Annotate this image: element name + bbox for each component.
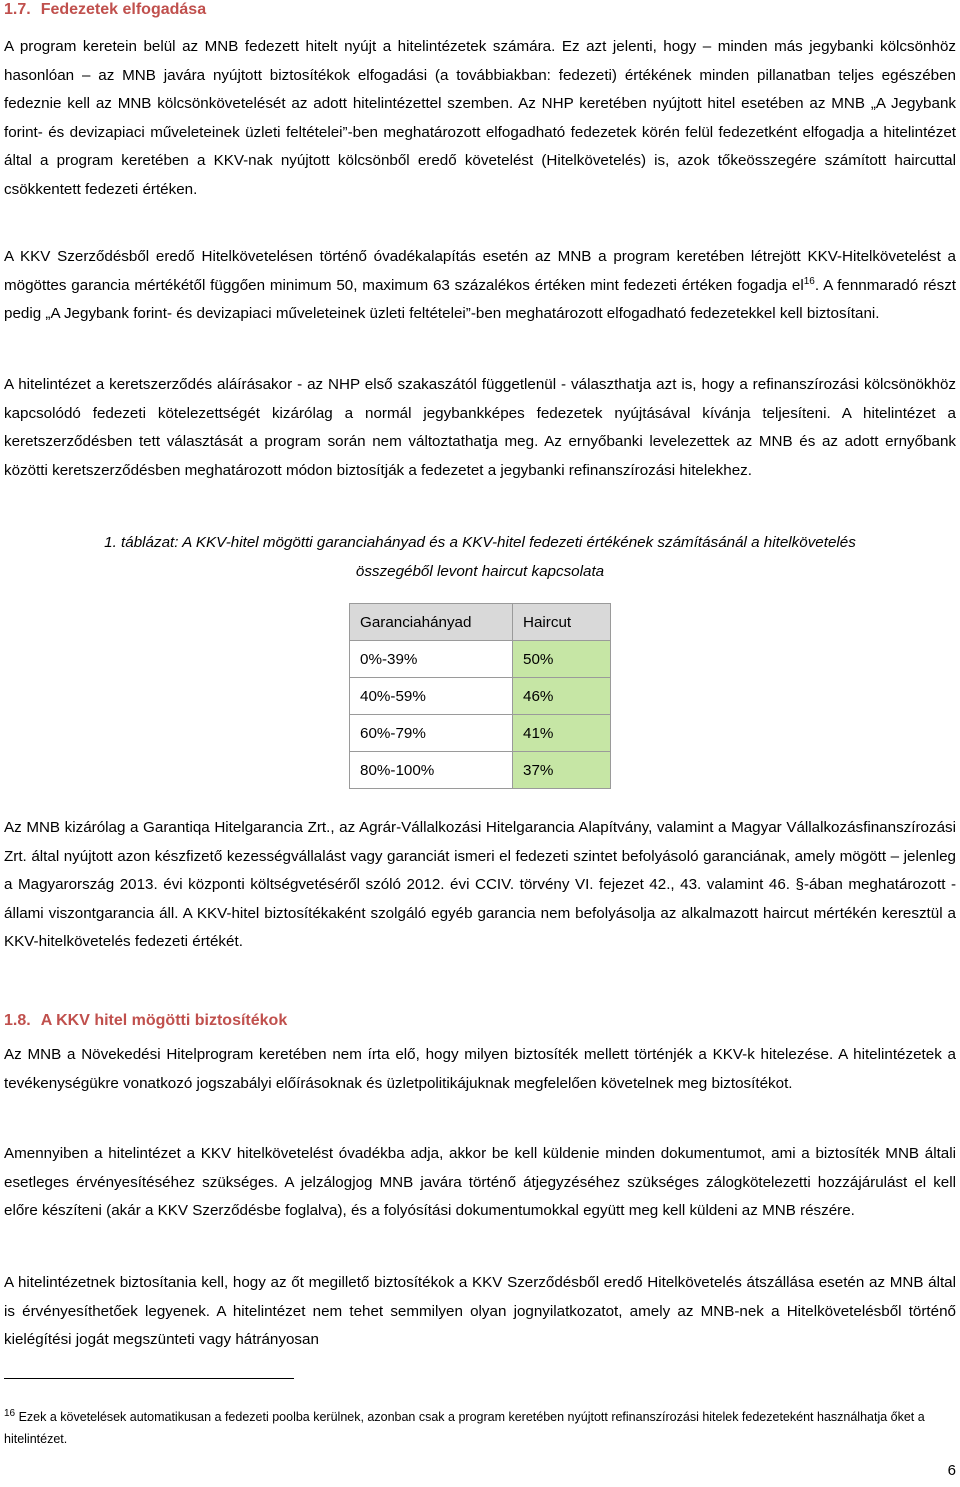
paragraph-atszallas: A hitelintézetnek biztosítania kell, hogy az őt megillető biztosítékok a KKV Szerződésből eredő Hitelkövetelés átszállása esetén az MNB által is érvényesíthetőek legyenek. A hitelintézet nem tehet semmilyen olyan jognyilatkozatot, amely az MNB-nek a Hitelkövetelésből történő kielégítési jogát megszünteti vagy hátrányosan — [4, 1274, 956, 1349]
table-row — [350, 715, 611, 752]
footnote-separator — [4, 1378, 294, 1379]
haircut-table — [349, 603, 611, 789]
section-heading-1-7: 1.7. Fedezetek elfogadása — [4, 1, 207, 18]
paragraph-fedezett-hitel: A program keretein belül az MNB fedezett hitelt nyújt a hitelintézetek számára. Ez azt jelenti, hogy – minden más jegybanki kölcsönhöz hasonlóan – az MNB javára nyújtott biztosítékok elfogadási (a továbbiakban: fedezeti) értékének minden pillanatban teljes egészében fedeznie kell az MNB kölcsönkövetelését az adott hitelintézettel szemben. Az NHP keretében nyújtott hitel esetében az MNB „A Jegybank forint- és devizapiaci műveleteinek üzleti feltételei”-ben meghatározott elfogadható fedezetek körén felül fedezetként elfogadja a hitelintézet által a program keretében a KKV-nak nyújtott kölcsönből eredő követelést (Hitelkövetelés) is, azok tőkeösszegére számított haircuttal csökkentett fedezeti értéken. — [4, 38, 956, 198]
cell-haircut: 50% — [513, 641, 611, 678]
cell-garanciahanyad: 80%-100% — [350, 752, 513, 789]
paragraph-garancia-elismeres: Az MNB kizárólag a Garantiqa Hitelgarancia Zrt., az Agrár-Vállalkozási Hitelgarancia Alapítvány, valamint a Magyar Vállalkozásfinanszírozási Zrt. által nyújtott azon készfizető kezességvállalást vagy garanciát ismeri el fedezeti szintet befolyásoló garanciának, amely mögött – jelenleg a Magyarország 2013. évi központi költségvetéséről szóló 2012. évi CCIV. törvény VI. fejezet 42., 43. valamint 46. §-ában meghatározott - állami viszontgarancia áll. A KKV-hitel biztosítékaként szolgáló egyéb garancia nem befolyásolja az alkalmazott haircut mértékén keresztül a KKV-hitelkövetelés fedezeti értékét. — [4, 819, 956, 951]
page-number: 6 — [947, 1462, 956, 1479]
paragraph-keretszerzodes: A hitelintézet a keretszerződés aláírásakor - az NHP első szakaszától függetlenül - választhatja azt is, hogy a refinanszírozási kölcsönökhöz kapcsolódó fedezeti kötelezettségét kizárólag a normál jegybankképes fedezetek nyújtásával kívánja teljesíteni. A hitelintézet a keretszerződésben tett választását a program során nem változtathatja meg. Az ernyőbanki levelezettek az MNB és az adott ernyőbank közötti keretszerződésben meghatározott módon biztosítják a fedezetet a jegybanki refinanszírozási hitelekhez. — [4, 376, 956, 479]
cell-garanciahanyad: 40%-59% — [350, 678, 513, 715]
paragraph-ovadekalapitas: A KKV Szerződésből eredő Hitelkövetelésen történő óvadékalapítás esetén az MNB a program keretében létrejött KKV-Hitelkövetelést a mögöttes garancia mértékétől függően minimum 50, maximum 63 százalékos értéken mint fedezeti értéken fogadja $el^{16}$. A fennmaradó részt pedig „A Jegybank forint- és devizapiaci műveleteinek üzleti feltételei”-ben meghatározott elfogadható fedezetekkel kell biztosítani. — [4, 248, 957, 323]
table-row — [350, 641, 611, 678]
cell-haircut: 37% — [513, 752, 611, 789]
table-row — [350, 752, 611, 789]
table-header-row — [350, 604, 611, 641]
paragraph-ovadekba-adas: Amennyiben a hitelintézet a KKV hitelkövetelést óvadékba adja, akkor be kell küldenie minden dokumentumot, ami a biztosíték MNB általi esetleges érvényesítéséhez szükséges. A jelzálogjog MNB javára történő átjegyzéséhez szükséges zálogkötelezetti hozzájárulást el kell előre készíteni (akár a KKV Szerződésbe foglalva), és a folyósítási dokumentumokkal együtt meg kell küldeni az MNB részére. — [4, 1145, 956, 1220]
header-garanciahanyad: Garanciahányad — [350, 604, 513, 641]
header-haircut: Haircut — [513, 604, 611, 641]
footnote-ref-16[interactable]: 16 — [803, 275, 815, 287]
cell-haircut: 41% — [513, 715, 611, 752]
cell-garanciahanyad: 0%-39% — [350, 641, 513, 678]
cell-garanciahanyad: 60%-79% — [350, 715, 513, 752]
cell-haircut: 46% — [513, 678, 611, 715]
table-row — [350, 678, 611, 715]
footnote-16: $^{16}$ Ezek a követelések automatikusan a fedezeti poolba kerülnek, azonban csak a program keretében nyújtott refinanszírozási hitelek fedezeteként használhatja őket a hitelintézet. — [4, 1407, 925, 1446]
section-heading-1-8: 1.8. A KKV hitel mögötti biztosítékok — [4, 1012, 288, 1029]
paragraph-biztositek-eloiras: Az MNB a Növekedési Hitelprogram keretében nem írta elő, hogy milyen biztosíték mellett történjék a KKV-k hitelezése. A hitelintézetek a tevékenységükre vonatkozó jogszabályi előírásoknak és üzletpolitikájuknak megfelelően követelnek meg biztosítékot. — [4, 1046, 956, 1092]
table-caption: 1. táblázat: A KKV-hitel mögötti garanciahányad és a KKV-hitel fedezeti értékének számításánál a hitelkövetelés összegéből levont haircut kapcsolata — [104, 534, 856, 580]
